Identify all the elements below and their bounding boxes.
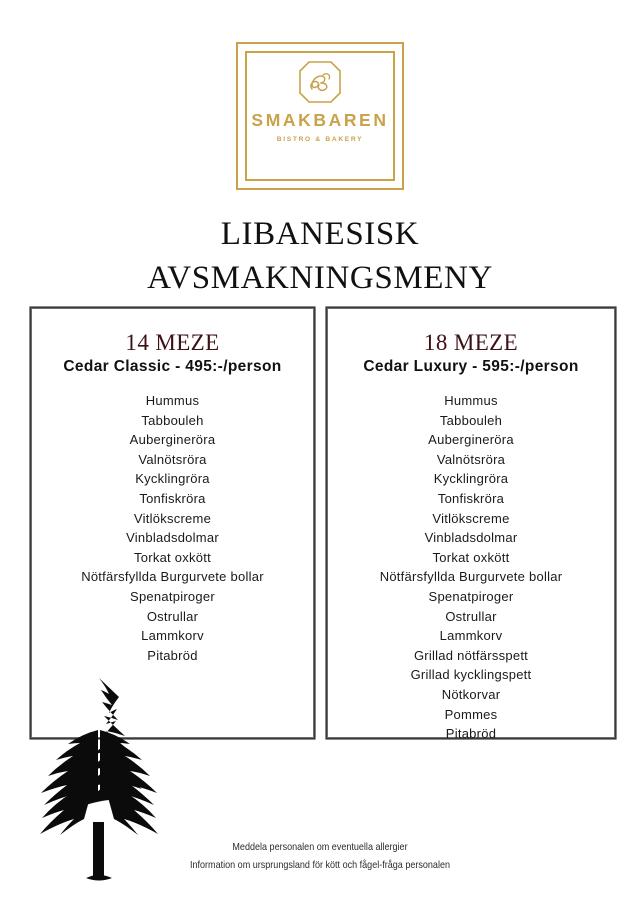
brand-wordmark: SMAKBAREN — [251, 110, 389, 130]
menu-item: Valnötsröra — [138, 451, 207, 467]
brand-logo-block — [236, 42, 404, 190]
menu-item: Aubergineröra — [129, 432, 216, 448]
menu-item: Hummus — [444, 393, 498, 408]
plan-label-classic: Cedar Classic - 495:-/person — [63, 358, 282, 375]
menu-item: Hummus — [145, 393, 200, 408]
menu-box-luxury — [327, 308, 615, 742]
menu-item: Vitlökscreme — [133, 510, 212, 526]
item-list-classic — [32, 391, 313, 665]
menu-item: Tabbouleh — [439, 412, 503, 428]
menu-box-luxury-content — [328, 309, 614, 744]
menu-item: Kycklingröra — [135, 471, 210, 487]
plan-label-luxury: Cedar Luxury - 595:-/person — [363, 358, 579, 375]
meze-count-luxury: 18 MEZE — [423, 330, 519, 355]
page-title — [0, 212, 640, 300]
menu-item: Spenatpiroger — [428, 588, 514, 604]
menu-item: Tabbouleh — [141, 412, 204, 428]
item-list-luxury — [328, 391, 614, 744]
menu-item: Vitlökscreme — [432, 510, 510, 526]
meze-count-classic: 14 MEZE — [125, 330, 220, 355]
page-title-line-1: LIBANESISK — [220, 216, 420, 252]
logo-content — [236, 58, 404, 143]
menu-item: Nötfärsfyllda Burgurvete bollar — [379, 569, 563, 585]
menu-item: Ostrullar — [445, 608, 497, 624]
brand-tagline: BISTRO & BAKERY — [276, 135, 364, 143]
menu-item: Tonfiskröra — [437, 490, 505, 506]
menu-item: Lammkorv — [141, 628, 204, 644]
menu-item: Aubergineröra — [428, 432, 514, 448]
menu-item: Kycklingröra — [433, 471, 509, 487]
menu-item: Nötkorvar — [441, 686, 501, 702]
menu-item: Torkat oxkött — [134, 549, 211, 565]
menu-item: Ostrullar — [146, 608, 199, 624]
menu-item: Nötfärsfyllda Burgurvete bollar — [81, 569, 264, 585]
menu-item: Grillad nötfärsspett — [413, 647, 529, 663]
menu-item: Torkat oxkött — [432, 549, 510, 565]
menu-item: Tonfiskröra — [139, 490, 206, 506]
menu-item: Lammkorv — [439, 628, 503, 644]
menu-item: Spenatpiroger — [130, 588, 215, 604]
menu-item: Pitabröd — [445, 726, 497, 742]
menu-item: Vinbladsdolmar — [126, 530, 219, 546]
menu-box-classic-content — [32, 309, 313, 665]
footer-origin-note: Information om ursprungsland för kött och fågel-fråga personalen — [189, 859, 451, 871]
menu-item: Grillad kycklingspett — [410, 667, 532, 683]
menu-item: Vinbladsdolmar — [424, 530, 518, 546]
menu-item: Valnötsröra — [436, 451, 506, 467]
sb-monogram-emblem-icon — [296, 58, 344, 106]
footer-notes — [0, 838, 640, 874]
menu-item: Pommes — [444, 706, 498, 722]
menu-item: Pitabröd — [147, 647, 198, 663]
page-title-line-2: AVSMAKNINGSMENY — [147, 260, 493, 296]
footer-allergy-note: Meddela personalen om eventuella allergier — [232, 841, 408, 853]
